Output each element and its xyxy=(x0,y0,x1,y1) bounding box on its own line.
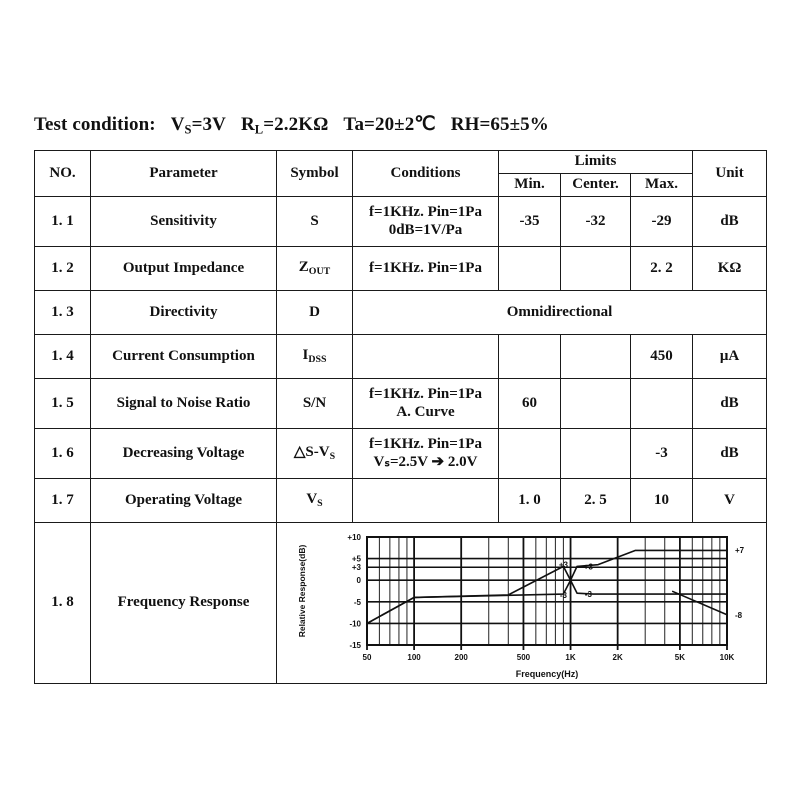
row-center: -32 xyxy=(561,197,631,247)
row-unit: μA xyxy=(693,335,767,379)
table-header-row-1 xyxy=(35,151,767,174)
row-min xyxy=(499,247,561,291)
row-parameter: Signal to Noise Ratio xyxy=(91,379,277,429)
row-conditions: f=1KHz. Pin=1Pa A. Curve xyxy=(353,379,499,429)
header-symbol: Symbol xyxy=(277,151,353,197)
row-no: 1. 8 xyxy=(35,523,91,684)
chart-xticklabel: 50 xyxy=(362,653,372,662)
header-limits: Limits xyxy=(499,151,693,174)
row-no: 1. 3 xyxy=(35,291,91,335)
row-parameter: Operating Voltage xyxy=(91,479,277,523)
row-parameter: Sensitivity xyxy=(91,197,277,247)
chart-xlabel: Frequency(Hz) xyxy=(515,669,579,679)
test-condition-rl: $R_L=2.2K\Omega$ xyxy=(240,114,329,137)
row-min: -35 xyxy=(499,197,561,247)
table-row xyxy=(35,479,767,523)
chart-xticklabel: 500 xyxy=(516,653,531,662)
row-no: 1. 4 xyxy=(35,335,91,379)
row-conditions: f=1KHz. Pin=1Pa 0dB=1V/Pa xyxy=(353,197,499,247)
row-max: 450 xyxy=(631,335,693,379)
row-unit: V xyxy=(693,479,767,523)
frequency-response-chart xyxy=(279,523,764,683)
table-row xyxy=(35,291,767,335)
chart-ylabel: Relative Response(dB) xyxy=(297,544,307,638)
row-conditions xyxy=(353,335,499,379)
header-unit: Unit xyxy=(693,151,767,197)
chart-xticklabel: 200 xyxy=(454,653,468,662)
chart-yticklabel: +5 xyxy=(351,554,361,564)
row-merged-value: Omnidirectional xyxy=(353,291,767,335)
table-row xyxy=(35,379,767,429)
row-center xyxy=(561,335,631,379)
row-min: 60 xyxy=(499,379,561,429)
row-min xyxy=(499,429,561,479)
row-symbol: $V_S$ xyxy=(277,479,353,523)
table-row-chart xyxy=(35,523,767,684)
row-parameter: Frequency Response xyxy=(91,523,277,684)
chart-xticklabel: 1K xyxy=(565,653,576,662)
row-parameter: Decreasing Voltage xyxy=(91,429,277,479)
row-symbol: $Z_{OUT}$ xyxy=(277,247,353,291)
row-conditions xyxy=(353,479,499,523)
row-no: 1. 6 xyxy=(35,429,91,479)
row-max: -3 xyxy=(631,429,693,479)
row-max: 2. 2 xyxy=(631,247,693,291)
test-condition-rh: RH=65±5% xyxy=(450,114,549,135)
row-symbol: S/N xyxy=(277,379,353,429)
test-condition-prefix: Test condition: xyxy=(34,114,156,135)
header-center: Center. xyxy=(561,174,631,197)
row-symbol: S xyxy=(277,197,353,247)
table-row xyxy=(35,197,767,247)
chart-annotation: -3 xyxy=(559,590,567,600)
row-no: 1. 7 xyxy=(35,479,91,523)
row-no: 1. 1 xyxy=(35,197,91,247)
frequency-response-svg xyxy=(279,523,757,683)
row-min: 1. 0 xyxy=(499,479,561,523)
chart-annotation: -3 xyxy=(584,590,592,600)
frequency-response-chart-cell xyxy=(277,523,767,684)
row-symbol: D xyxy=(277,291,353,335)
header-conditions: Conditions xyxy=(353,151,499,197)
header-no: NO. xyxy=(35,151,91,197)
chart-xticklabel: 10K xyxy=(719,653,735,662)
chart-annotation: +3 xyxy=(558,560,568,570)
chart-xticklabel: 5K xyxy=(674,653,686,662)
row-center xyxy=(561,379,631,429)
header-min: Min. xyxy=(499,174,561,197)
test-condition-vs: $V_S=3V$ xyxy=(170,114,226,137)
chart-annotation: +3 xyxy=(583,562,593,572)
row-max xyxy=(631,379,693,429)
row-center xyxy=(561,429,631,479)
header-parameter: Parameter xyxy=(91,151,277,197)
chart-xticklabel: 2K xyxy=(612,653,623,662)
chart-yticklabel: +3 xyxy=(351,563,361,573)
row-conditions: f=1KHz. Pin=1Pa xyxy=(353,247,499,291)
row-conditions: f=1KHz. Pin=1Pa Vₛ=2.5V ➔ 2.0V xyxy=(353,429,499,479)
table-row xyxy=(35,335,767,379)
table-row xyxy=(35,429,767,479)
chart-xticklabel: 100 xyxy=(407,653,421,662)
row-unit: dB xyxy=(693,379,767,429)
test-condition-line xyxy=(34,113,549,138)
row-parameter: Output Impedance xyxy=(91,247,277,291)
header-max: Max. xyxy=(631,174,693,197)
chart-series-rolloff xyxy=(673,591,727,614)
chart-yticklabel: +10 xyxy=(347,533,361,542)
test-condition-ta: Ta=20±2℃ xyxy=(343,114,436,135)
row-unit: dB xyxy=(693,429,767,479)
chart-annotation: -8 xyxy=(735,610,743,620)
row-center: 2. 5 xyxy=(561,479,631,523)
row-unit: dB xyxy=(693,197,767,247)
row-no: 1. 5 xyxy=(35,379,91,429)
row-no: 1. 2 xyxy=(35,247,91,291)
row-parameter: Current Consumption xyxy=(91,335,277,379)
row-min xyxy=(499,335,561,379)
row-max: 10 xyxy=(631,479,693,523)
chart-yticklabel: -5 xyxy=(353,597,361,607)
row-max: -29 xyxy=(631,197,693,247)
table-row xyxy=(35,247,767,291)
row-unit: KΩ xyxy=(693,247,767,291)
row-symbol: $I_{DSS}$ xyxy=(277,335,353,379)
chart-annotation: +7 xyxy=(735,545,745,555)
row-center xyxy=(561,247,631,291)
chart-yticklabel: -15 xyxy=(349,641,361,650)
chart-yticklabel: -10 xyxy=(349,619,361,629)
chart-series-lower-tolerance xyxy=(367,550,727,623)
chart-yticklabel: 0 xyxy=(356,576,361,586)
specification-table xyxy=(34,150,767,684)
row-parameter: Directivity xyxy=(91,291,277,335)
row-symbol: $\triangle S-V_S$ xyxy=(277,429,353,479)
